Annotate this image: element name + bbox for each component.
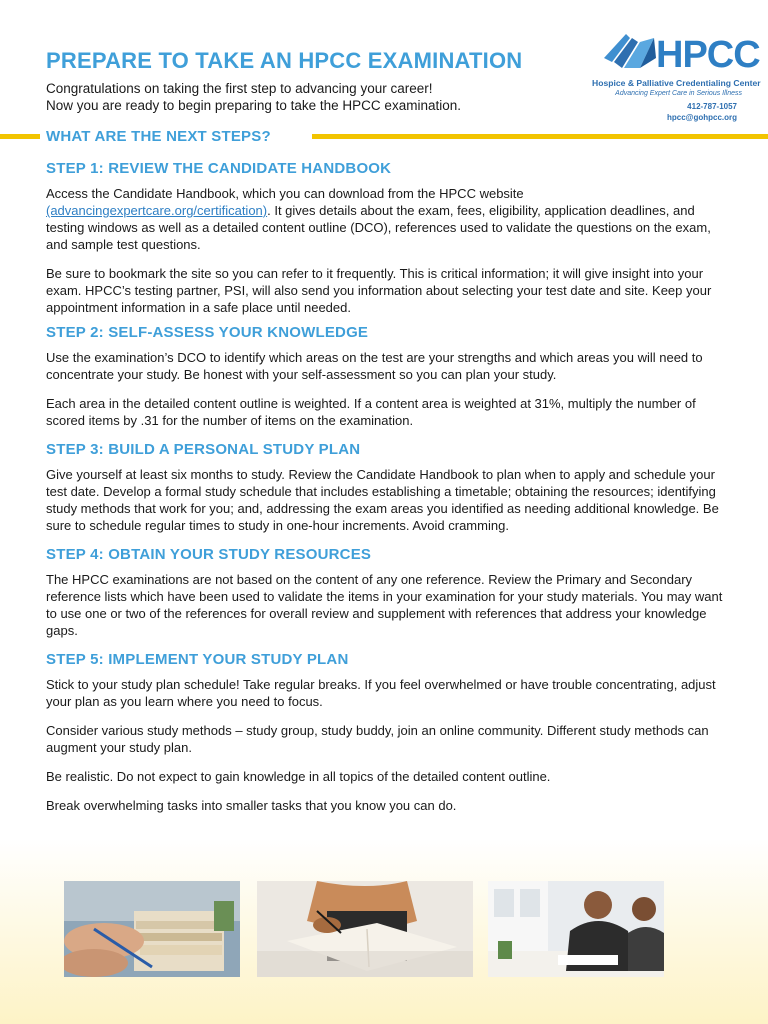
step-4-title: OBTAIN YOUR STUDY RESOURCES (108, 546, 372, 563)
step-2-paragraph-1: Use the examination’s DCO to identify which areas on the test are your strengths and which areas you will need to concentrate your study. Be honest with your self-assessment so you can plan your study. (46, 350, 703, 382)
step-4-number: STEP 4: (46, 546, 104, 563)
step-3-heading (46, 441, 726, 458)
step-4-paragraph-1: The HPCC examinations are not based on the content of any one reference. Review the Primary and Secondary reference lists which have been used to validate the items in your examination for your study materials. You may want to use one or two of the references for overall review and supplement with references that address your knowledge gaps. (46, 572, 723, 638)
step-2-title: SELF-ASSESS YOUR KNOWLEDGE (108, 324, 369, 341)
step-5-paragraph-2: Consider various study methods – study group, study buddy, join an online community. Different study methods can augment your study plan. (46, 723, 709, 755)
certification-link[interactable]: (advancingexpertcare.org/certification) (46, 203, 268, 218)
banner-bar-left (0, 134, 40, 139)
step-4-heading (46, 546, 726, 563)
step-5-paragraph-4: Break overwhelming tasks into smaller tasks that you know you can do. (46, 798, 457, 813)
step-5-section (46, 651, 726, 814)
banner-bar-right (312, 134, 768, 139)
step-5-heading (46, 651, 726, 668)
contact-phone: 412-787-1057 (687, 102, 737, 111)
step-3-section (46, 441, 726, 534)
step-1-number: STEP 1: (46, 160, 104, 177)
step-4-section (46, 546, 726, 639)
step-2-paragraph-2: Each area in the detailed content outline is weighted. If a content area is weighted at 31%, multiply the number of scored items by .31 for the number of items on the examination. (46, 396, 696, 428)
next-steps-heading: WHAT ARE THE NEXT STEPS? (46, 128, 271, 145)
step-1-heading (46, 160, 726, 177)
contact-email[interactable]: hpcc@gohpcc.org (666, 113, 737, 122)
step-5-number: STEP 5: (46, 651, 104, 668)
step-1-paragraph-2: Be sure to bookmark the site so you can refer to it frequently. This is critical information; it will give insight into your exam. HPCC’s testing partner, PSI, will also send you information about selecting your test date and site. Keep your appointment information in a safe place until needed. (46, 266, 712, 315)
step-2-section (46, 324, 726, 429)
hpcc-logo-icon (600, 28, 660, 74)
step-5-paragraph-1: Stick to your study plan schedule! Take regular breaks. If you feel overwhelmed or have trouble concentrating, adjust your plan as you learn where you need to focus. (46, 677, 716, 709)
step-2-heading (46, 324, 726, 341)
step-1-text-after-link: . It gives details about the exam, fees, eligibility, application deadlines, and testing windows as well as a detailed content outline (DCO), references used to validate the questions on the exam, and sample test questions. (46, 203, 711, 252)
photo-books-hands (64, 881, 240, 977)
step-5-paragraph-3: Be realistic. Do not expect to gain knowledge in all topics of the detailed content outline. (46, 769, 551, 784)
intro-line-2: Now you are ready to begin preparing to take the HPCC examination. (46, 98, 461, 113)
next-steps-banner (0, 128, 768, 146)
photo-notebook-writing (257, 881, 473, 977)
step-3-paragraph-1: Give yourself at least six months to study. Review the Candidate Handbook to plan when to apply and schedule your test date. Develop a formal study schedule that includes establishing a timetable; obtaining the resources; identifying study methods that work for you; and, addressing the exam areas you identified as needing additional knowledge. Be sure to schedule regular times to study in one-hour increments. Avoid cramming. (46, 467, 719, 533)
step-1-title: REVIEW THE CANDIDATE HANDBOOK (108, 160, 392, 177)
photo-students-studying (488, 881, 664, 977)
step-2-number: STEP 2: (46, 324, 104, 341)
logo-tagline: Advancing Expert Care in Serious Illness (615, 90, 742, 97)
step-1-text-before-link: Access the Candidate Handbook, which you can download from the HPCC website (46, 186, 524, 201)
intro-text (46, 80, 461, 114)
intro-line-1: Congratulations on taking the first step to advancing your career! (46, 81, 433, 96)
logo-org-name: Hospice & Palliative Credentialing Center (592, 78, 761, 88)
hpcc-logo (586, 28, 761, 124)
photo-strip (64, 881, 664, 977)
step-1-paragraph-1 (46, 185, 726, 253)
step-5-title: IMPLEMENT YOUR STUDY PLAN (108, 651, 349, 668)
logo-wordmark: HPCC (656, 34, 760, 76)
steps-content (46, 160, 726, 826)
page-title: PREPARE TO TAKE AN HPCC EXAMINATION (46, 48, 523, 73)
step-3-number: STEP 3: (46, 441, 104, 458)
step-3-title: BUILD A PERSONAL STUDY PLAN (108, 441, 361, 458)
step-1-section (46, 160, 726, 316)
